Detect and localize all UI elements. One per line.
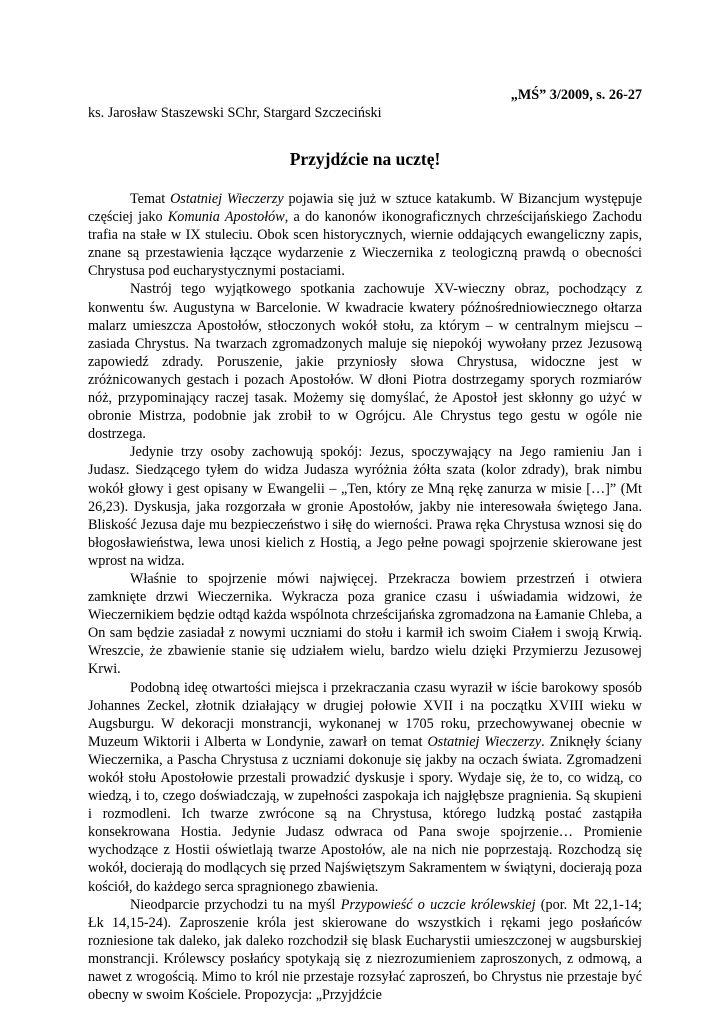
text-run: Nastrój tego wyjątkowego spotkania zachowuje XV-wieczny obraz, pochodzący z konwentu św. Augustyna w Barcelonie. W kwadracie kwatery późnośredniowiecznego ołtarza malarz umieszcza Apostołów, stłoczonych wokół stołu, za którym – w centralnym miejscu – zasiada Chrystus. Na twarzach zgromadzonych maluje się niepokój wywołany przez Jezusową zapowiedź zdrady. Poruszenie, jakie przyniosły słowa Chrystusa, widoczne jest w zróżnicowanych gestach i pozach Apostołów. W dłoni Piotra dostrzegamy sporych rozmiarów nóż, przypominający raczej tasak. Możemy się domyślać, że Apostoł jest skłonny go użyć w obronie Mistrza, podobnie jak zrobił to w Ogrójcu. Ale Chrystus tego gestu w ogóle nie dostrzega. <box>88 281 642 443</box>
text-run: Podobną ideę otwartości miejsca i przekraczania czasu wyraził w iście barokowy sposób Johannes Zeckel, złotnik działający w drugiej połowie XVII i na początku XVIII wieku w Augsburgu. W dekoracji monstrancji, wykonanej w 1705 roku, przechowywanej obecnie w Muzeum Wiktorii i Alberta w Londynie, zawarł on temat <box>88 679 642 750</box>
text-run: Jedynie trzy osoby zachowują spokój: Jezus, spoczywający na Jego ramieniu Jan i Judasz. Siedzącego tyłem do widza Judasza wyróżnia żółta szata (kolor zdrady), brak nimbu wokół głowy i gest opisany w Ewangelii – „Ten, który ze Mną rękę zanurza w misie […]” (Mt 26,23). Dyskusja, jaka rozgorzała w gronie Apostołów, jakby nie interesowała świętego Jana. Bliskość Jezusa daje mu bezpieczeństwo i siłę do wierności. Prawa ręka Chrystusa wznosi się do błogosławieństwa, lewa unosi kielich z Hostią, a Jego pełne powagi spojrzenie skierowane jest wprost na widza. <box>88 444 642 569</box>
author-line: ks. Jarosław Staszewski SChr, Stargard Szczeciński <box>88 105 382 121</box>
paragraph-4 <box>88 570 642 679</box>
article-body <box>88 190 642 1004</box>
italic-run: Komunia Apostołów <box>167 209 285 226</box>
text-run: Temat <box>130 191 171 207</box>
paragraph-6 <box>88 896 642 1005</box>
paragraph-1 <box>88 190 642 280</box>
text-run: , a do kanonów ikonograficznych chrześcijańskiego Zachodu trafia na stałe w IX stuleciu. Obok scen historycznych, wiernie oddających ewangeliczny zapis, znane są przestawienia łączące wydarzenie z Wieczernika z teologiczną prawdą o obecności Chrystusa pod eucharystycznymi postaciami. <box>88 209 642 280</box>
text-run: Właśnie to spojrzenie mówi najwięcej. Przekracza bowiem przestrzeń i otwiera zamknięte drzwi Wieczernika. Wykracza poza granice czasu i uświadamia widzowi, że Wieczernikiem będzie odtąd każda wspólnota chrześcijańska zgromadzona na Łamanie Chleba, a On sam będzie zasiadał z nowymi uczniami do stołu i karmił ich swoim Ciałem i swoją Krwią. Wreszcie, że zbawienie stanie się udziałem wielu, bardzo wielu dzięki Przymierzu Jezusowej Krwi. <box>88 570 642 678</box>
source-citation: „MŚ” 3/2009, s. 26-27 <box>510 87 642 103</box>
text-run: . Zniknęły ściany Wieczernika, a Pascha Chrystusa z uczniami dokonuje się jakby na oczach świata. Zgromadzeni wokół stołu Apostołowie przestali prowadzić dyskusje i spory. Wydaje się, że to, co widzą, co wiedzą, i to, czego doświadczają, w zupełności zaspokaja ich najgłębsze pragnienia. Są skupieni i rozmodleni. Ich twarze zwrócone są na Chrystusa, którego ludzką postać zastąpiła konsekrowana Hostia. Jedynie Judasz odwraca od Pana swoje spojrzenie… Promienie wychodzące z Hostii oświetlają twarze Apostołów, ale na nich nie poprzestają. Rozchodzą się wokół, docierają do modlących się przed Najświętszym Sakramentem w świątyni, docierają poza kościół, do każdego serca spragnionego zbawienia. <box>88 733 643 895</box>
paragraph-2 <box>88 280 642 443</box>
paragraph-3 <box>88 443 642 570</box>
text-run: pojawia się już w sztuce katakumb. W Bizancjum występuje częściej jako <box>88 191 642 226</box>
italic-run: Ostatniej Wieczerzy <box>170 191 284 207</box>
document-page <box>88 86 642 1004</box>
italic-run: Przypowieść o uczcie królewskiej <box>340 896 536 913</box>
italic-run: Ostatniej Wieczerzy <box>427 733 542 750</box>
text-run: (por. Mt 22,1-14; Łk 14,15-24). Zaproszenie króla jest skierowane do wszystkich i rękami jego posłańców rozniesione tak daleko, jak daleko rozchodził się blask Eucharystii umieszczonej w augsburskiej monstrancji. Królewscy posłańcy spotykają się z niezrozumieniem zaproszonych, z odmową, a nawet z wrogością. Mimo to król nie przestaje rozsyłać zaproszeń, bo Chrystus nie przestaje być obecny w swoim Kościele. Propozycja: „Przyjdźcie <box>88 896 643 1004</box>
text-run: Nieodparcie przychodzi tu na myśl <box>130 896 341 913</box>
article-title: Przyjdźcie na ucztę! <box>289 149 441 169</box>
paragraph-5 <box>88 679 642 896</box>
